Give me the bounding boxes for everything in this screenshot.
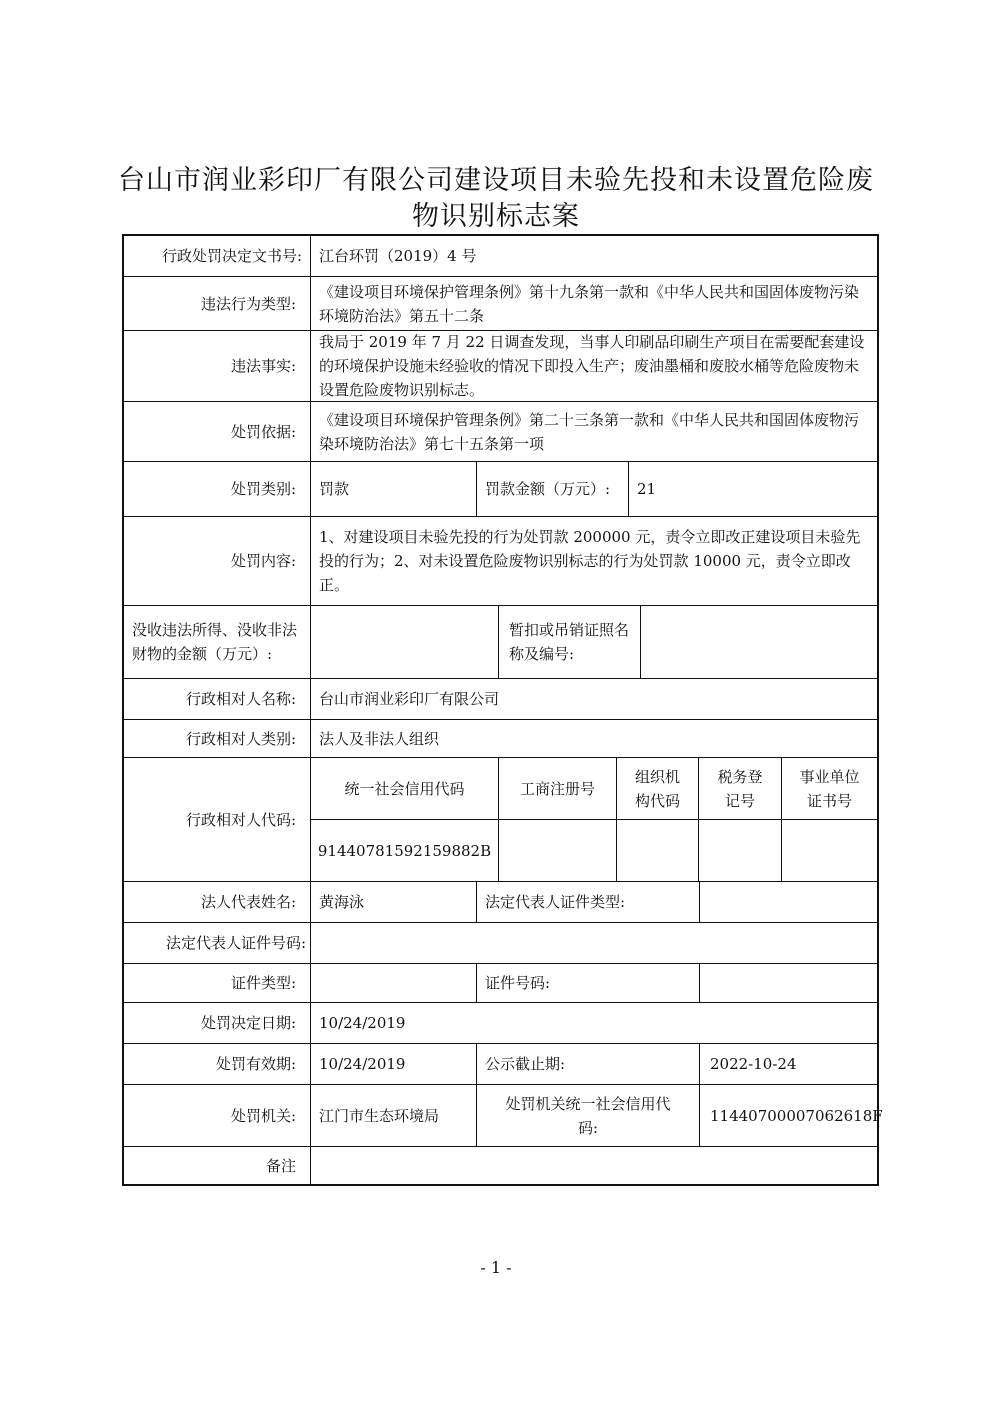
authority-code-value: 11440700007062618F xyxy=(710,1106,883,1125)
code-value-org xyxy=(617,820,698,881)
decision-date-value: 10/24/2019 xyxy=(319,1014,406,1032)
valid-period-value: 10/24/2019 xyxy=(319,1055,406,1073)
amount-value: 21 xyxy=(637,480,657,498)
party-type-label: 行政相对人类别: xyxy=(185,729,296,748)
legal-rep-value: 黄海泳 xyxy=(319,893,365,911)
facts-value: 我局于 2019 年 7 月 22 日调查发现，当事人印刷品印刷生产项目在需要配套建设的环境保护设施未经验收的情况下即投入生产；废油墨桶和废胶水桶等危险废物未设置危险废物识别标志。 xyxy=(319,333,865,399)
code-value-credit: 91440781592159882B xyxy=(317,841,492,860)
valid-period-label: 处罚有效期: xyxy=(215,1055,296,1073)
id-type-label: 证件类型: xyxy=(230,974,296,992)
code-header-org: 组织机构代码 xyxy=(634,767,680,810)
page-number: - 1 - xyxy=(480,1258,512,1277)
party-name-value: 台山市润业彩印厂有限公司 xyxy=(319,690,500,708)
code-header-credit: 统一社会信用代码 xyxy=(344,779,465,798)
title-line-1: 台山市润业彩印厂有限公司建设项目未验先投和未设置危险废 xyxy=(118,165,874,196)
remark-value xyxy=(311,1147,877,1184)
content-value: 1、对建设项目未验先投的行为处罚款 200000 元，责令立即改正建设项目未验先投的行为；2、对未设置危险废物识别标志的行为处罚款 10000 元，责令立即改正。 xyxy=(319,528,861,594)
basis-value: 《建设项目环境保护管理条例》第二十三条第一款和《中华人民共和国固体废物污染环境防治法》第七十五条第一项 xyxy=(319,410,860,453)
content-label: 处罚内容: xyxy=(230,552,296,570)
id-no-label: 证件号码: xyxy=(485,974,551,992)
doc-number-value: 江台环罚（2019）4 号 xyxy=(319,247,477,265)
license-value xyxy=(641,606,877,678)
license-label: 暂扣或吊销证照名称及编号: xyxy=(509,621,630,663)
category-label: 处罚类别: xyxy=(230,480,296,498)
authority-label: 处罚机关: xyxy=(230,1106,296,1125)
legal-rep-label: 法人代表姓名: xyxy=(200,893,296,911)
basis-label: 处罚依据: xyxy=(230,422,296,441)
code-value-tax xyxy=(699,820,781,881)
party-type-value: 法人及非法人组织 xyxy=(319,729,440,748)
facts-label: 违法事实: xyxy=(230,357,296,375)
legal-rep-id-type-label: 法定代表人证件类型: xyxy=(485,893,626,911)
violation-type-label: 违法行为类型: xyxy=(200,294,296,313)
code-header-institution: 事业单位证书号 xyxy=(799,767,860,810)
confiscate-value xyxy=(311,606,498,678)
publicity-deadline-value: 2022-10-24 xyxy=(710,1055,797,1073)
category-value: 罚款 xyxy=(319,480,350,498)
id-type-value xyxy=(311,964,476,1002)
title-line-2: 物识别标志案 xyxy=(412,201,580,232)
remark-label: 备注 xyxy=(265,1156,296,1175)
authority-value: 江门市生态环境局 xyxy=(319,1106,440,1125)
code-header-business-reg: 工商注册号 xyxy=(519,779,595,798)
code-header-tax: 税务登记号 xyxy=(717,767,763,810)
code-value-institution xyxy=(782,820,877,881)
legal-rep-id-no-value xyxy=(311,923,877,963)
id-no-value xyxy=(700,964,877,1002)
party-name-label: 行政相对人名称: xyxy=(185,690,296,708)
violation-type-value: 《建设项目环境保护管理条例》第十九条第一款和《中华人民共和国固体废物污染环境防治法》第五十二条 xyxy=(319,282,860,325)
decision-date-label: 处罚决定日期: xyxy=(200,1014,296,1032)
document-title xyxy=(0,163,992,235)
legal-rep-id-type-value xyxy=(700,882,877,922)
penalty-table xyxy=(122,234,883,1186)
code-value-business-reg xyxy=(499,820,616,881)
publicity-deadline-label: 公示截止期: xyxy=(485,1055,566,1073)
legal-rep-id-no-label: 法定代表人证件号码: xyxy=(165,934,306,952)
amount-label: 罚款金额（万元）: xyxy=(485,480,611,498)
authority-code-label: 处罚机关统一社会信用代码: xyxy=(505,1094,671,1137)
confiscate-label: 没收违法所得、没收非法财物的金额（万元）: xyxy=(132,621,298,663)
doc-number-label: 行政处罚决定文书号: xyxy=(161,247,302,265)
party-code-label: 行政相对人代码: xyxy=(185,810,296,829)
